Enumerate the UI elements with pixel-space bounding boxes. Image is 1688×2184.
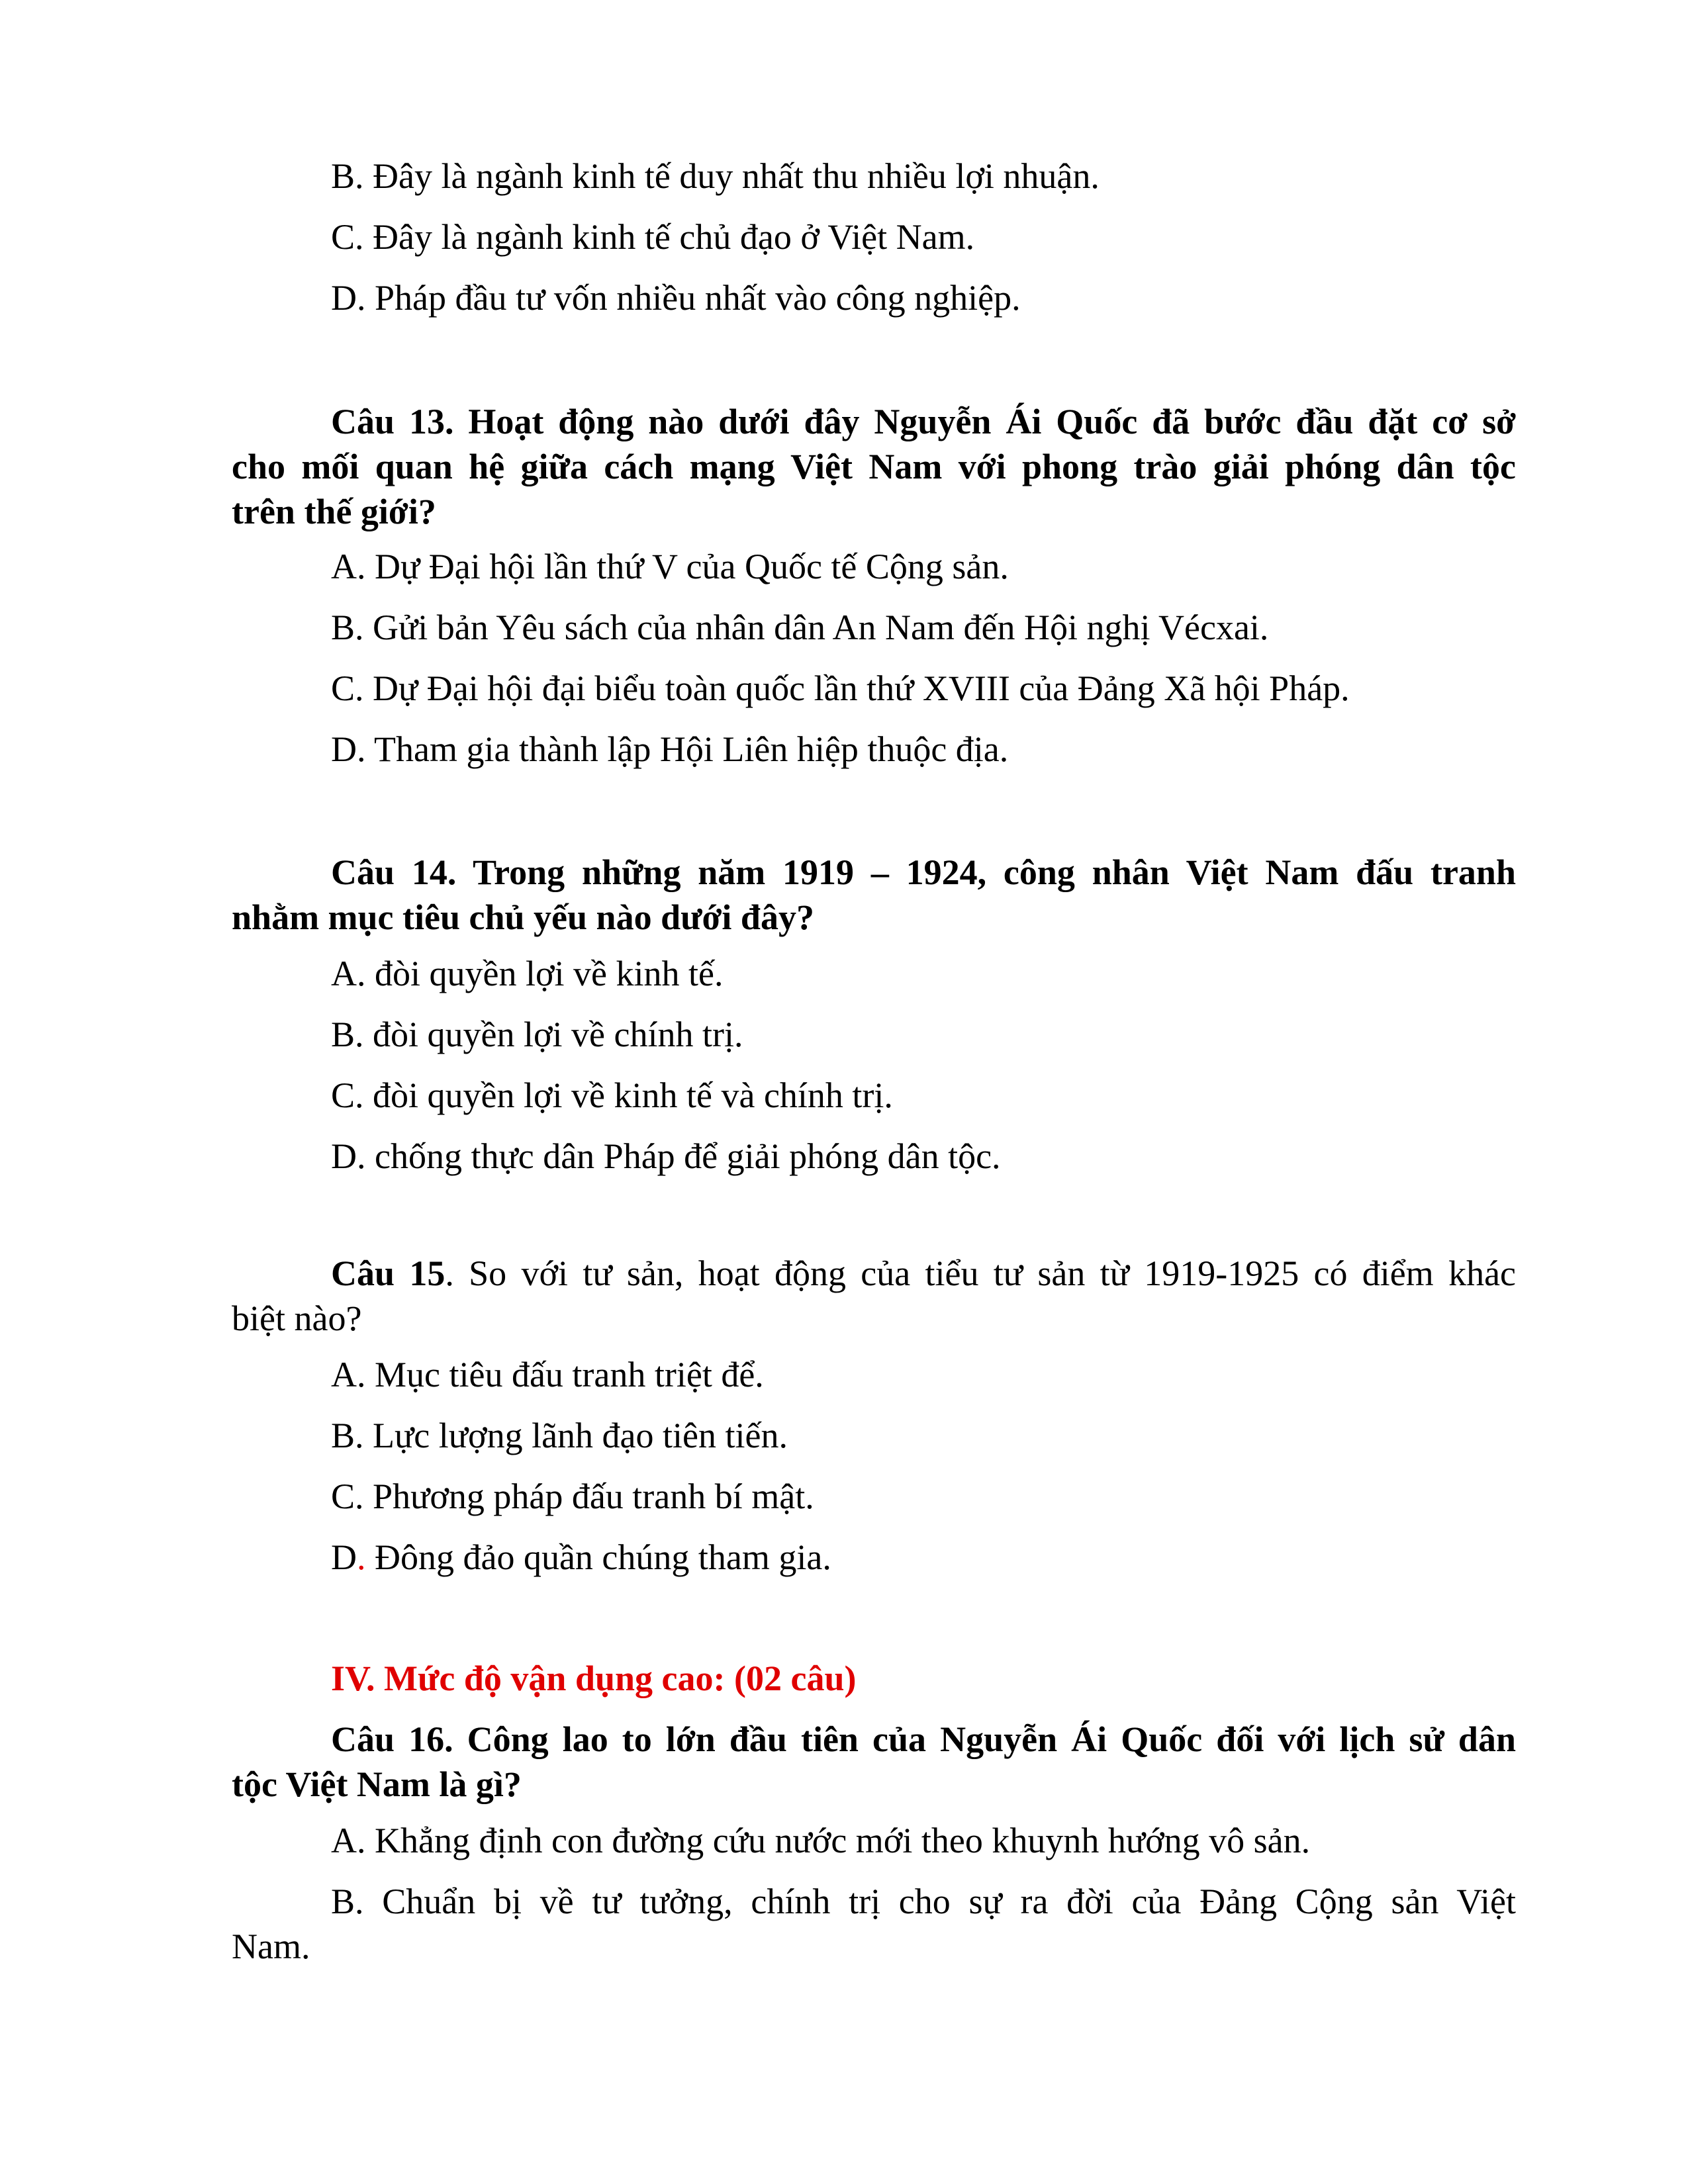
q15-option-d	[331, 1535, 831, 1580]
q13-option-d: D. Tham gia thành lập Hội Liên hiệp thuộc địa.	[331, 729, 1009, 769]
q14-option-c: C. đòi quyền lợi về kinh tế và chính trị.	[331, 1075, 893, 1115]
q15-line1-text: . So với tư sản, hoạt động của tiểu tư sản từ 1919-1925 có điểm khác	[445, 1253, 1517, 1293]
q16-option-b-line2: Nam.	[232, 1927, 310, 1966]
q16-option-b	[232, 1879, 1516, 1969]
q13-line2: cho mối quan hệ giữa cách mạng Việt Nam với phong trào giải phóng dân tộc	[232, 447, 1516, 486]
q15-option-d-text: Đông đảo quần chúng tham gia.	[365, 1537, 831, 1577]
q16-line2: tộc Việt Nam là gì?	[232, 1764, 522, 1804]
q13-line1: Câu 13. Hoạt động nào dưới đây Nguyễn Ái Quốc đã bước đầu đặt cơ sở	[331, 402, 1516, 441]
q16-option-b-line1: B. Chuẩn bị về tư tưởng, chính trị cho sự ra đời của Đảng Cộng sản Việt	[331, 1882, 1516, 1921]
q15-option-a: A. Mục tiêu đấu tranh triệt để.	[331, 1355, 764, 1394]
q13-option-b: B. Gửi bản Yêu sách của nhân dân An Nam đến Hội nghị Vécxai.	[331, 608, 1269, 647]
q12-option-c: C. Đây là ngành kinh tế chủ đạo ở Việt Nam.	[331, 217, 975, 257]
q15-line1	[232, 1251, 1516, 1296]
q16-option-a: A. Khẳng định con đường cứu nước mới theo khuynh hướng vô sản.	[331, 1821, 1311, 1860]
q15-option-d-letter: D	[331, 1537, 357, 1577]
q14-line2: nhằm mục tiêu chủ yếu nào dưới đây?	[232, 897, 814, 937]
q15-question	[232, 1251, 1516, 1341]
q14-option-b: B. đòi quyền lợi về chính trị.	[331, 1015, 743, 1054]
section-heading: IV. Mức độ vận dụng cao: (02 câu)	[331, 1659, 857, 1698]
q16-line1: Câu 16. Công lao to lớn đầu tiên của Nguyễn Ái Quốc đối với lịch sử dân	[331, 1719, 1516, 1759]
q15-label: Câu 15	[331, 1253, 445, 1293]
q13-question	[232, 399, 1516, 534]
q15-option-d-dot: .	[357, 1537, 366, 1577]
q16-question	[232, 1717, 1516, 1807]
q14-option-a: A. đòi quyền lợi về kinh tế.	[331, 954, 724, 993]
q15-option-b: B. Lực lượng lãnh đạo tiên tiến.	[331, 1416, 788, 1455]
q12-option-d: D. Pháp đầu tư vốn nhiều nhất vào công nghiệp.	[331, 278, 1021, 318]
q12-option-b: B. Đây là ngành kinh tế duy nhất thu nhiều lợi nhuận.	[331, 156, 1100, 196]
q14-option-d: D. chống thực dân Pháp để giải phóng dân tộc.	[331, 1136, 1001, 1176]
q13-option-a: A. Dự Đại hội lần thứ V của Quốc tế Cộng sản.	[331, 547, 1009, 586]
q13-line3: trên thế giới?	[232, 492, 436, 531]
q15-option-c: C. Phương pháp đấu tranh bí mật.	[331, 1477, 814, 1516]
q13-option-c: C. Dự Đại hội đại biểu toàn quốc lần thứ XVIII của Đảng Xã hội Pháp.	[331, 668, 1350, 708]
q15-line2: biệt nào?	[232, 1298, 362, 1338]
q14-line1: Câu 14. Trong những năm 1919 – 1924, công nhân Việt Nam đấu tranh	[331, 852, 1516, 892]
q14-question	[232, 850, 1516, 940]
